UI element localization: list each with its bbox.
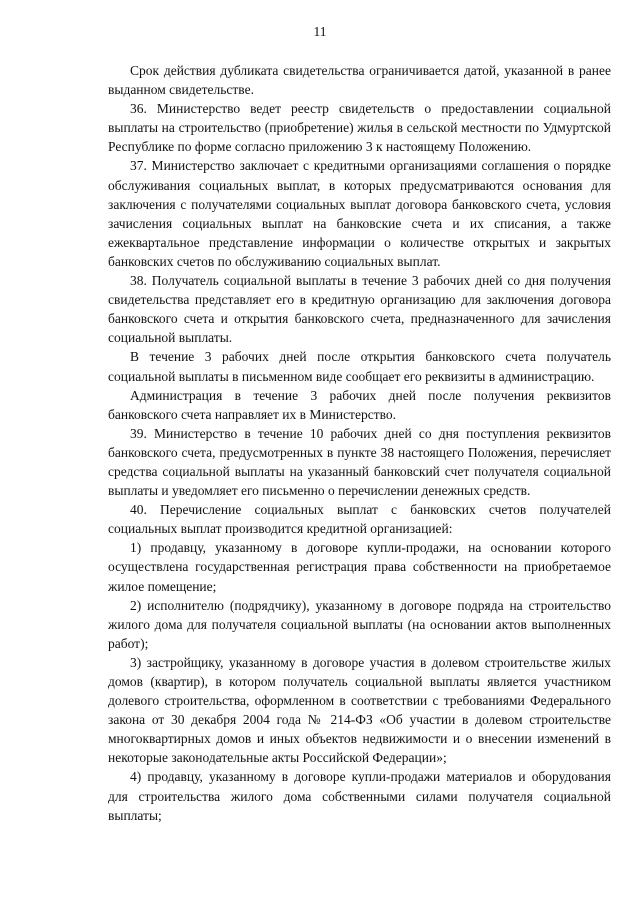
paragraph-39: 39. Министерство в течение 10 рабочих дней со дня поступления реквизитов банковского счета, предусмотренных в пункте 38 настоящего Положения, перечисляет средства социальной выплаты на указанный банковский счет получателя социальной выплаты и уведомляет его письменно о перечислении денежных средств.: [108, 425, 611, 499]
list-item-4: 4) продавцу, указанному в договоре купли-продажи материалов и оборудования для строительства жилого дома собственными силами получателя социальной выплаты;: [108, 769, 611, 823]
paragraph-38-administration: Администрация в течение 3 рабочих дней после получения реквизитов банковского счета направляет их в Министерство.: [108, 387, 611, 422]
paragraph-40: 40. Перечисление социальных выплат с банковских счетов получателей социальных выплат производится кредитной организацией:: [108, 502, 611, 537]
list-item-2: 2) исполнителю (подрядчику), указанному в договоре подряда на строительство жилого дома для получателя социальной выплаты (на основании актов выполненных работ);: [108, 597, 611, 651]
document-body: [108, 61, 611, 825]
list-item-3: 3) застройщику, указанному в договоре участия в долевом строительстве жилых домов (квартир), в котором получатель социальной выплаты является участником долевого строительства, оформленном в соответствии с требованиями Федерального закона от 30 декабря 2004 года № 214-ФЗ «Об участии в долевом строительстве многоквартирных домов и иных объектов недвижимости и о внесении изменений в некоторые законодательные акты Российской Федерации»;: [108, 654, 611, 766]
list-item-1: 1) продавцу, указанному в договоре купли-продажи, на основании которого осуществлена государственная регистрация права собственности на приобретаемое жилое помещение;: [108, 540, 611, 594]
paragraph-37: 37. Министерство заключает с кредитными организациями соглашения о порядке обслуживания социальных выплат, в которых предусматриваются основания для заключения с получателями социальных выплат договора банковского счета, условия зачисления социальных выплат на банковские счета и их списания, а также ежеквартальное представление информации о количестве открытых и закрытых банковских счетов по обслуживанию социальных выплат.: [108, 158, 611, 269]
paragraph-38: 38. Получатель социальной выплаты в течение 3 рабочих дней со дня получения свидетельства представляет его в кредитную организацию для заключения договора банковского счета и открытия банковского счета, предназначенного для зачисления социальной выплаты.: [108, 273, 611, 346]
paragraph-36: 36. Министерство ведет реестр свидетельств о предоставлении социальной выплаты на строительство (приобретение) жилья в сельской местности по Удмуртской Республике по форме согласно приложению 3 к настоящему Положению.: [108, 101, 611, 155]
paragraph-duplicate-validity: Срок действия дубликата свидетельства ограничивается датой, указанной в ранее выданном свидетельстве.: [108, 63, 611, 98]
page-number: 11: [313, 24, 327, 39]
paragraph-38-account-details: В течение 3 рабочих дней после открытия банковского счета получатель социальной выплаты в письменном виде сообщает его реквизиты в администрацию.: [108, 349, 611, 384]
